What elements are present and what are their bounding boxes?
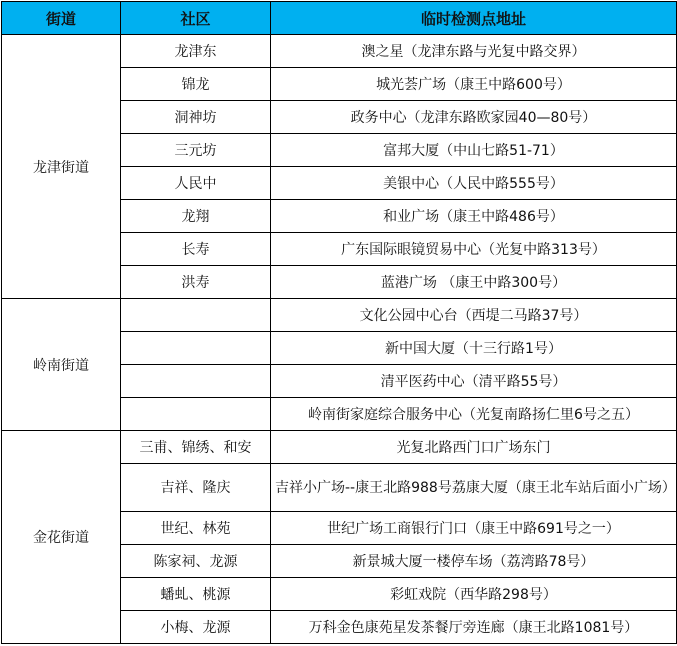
header-row [2, 2, 677, 35]
community-cell: 三元坊 [121, 134, 271, 167]
header-site: 临时检测点地址 [271, 2, 677, 35]
community-cell: 龙翔 [121, 200, 271, 233]
street-cell: 岭南街道 [2, 299, 121, 431]
street-cell: 金花街道 [2, 431, 121, 644]
site-cell: 新景城大厦一楼停车场（荔湾路78号） [271, 545, 677, 578]
community-cell [121, 365, 271, 398]
community-cell: 吉祥、隆庆 [121, 464, 271, 512]
site-cell: 新中国大厦（十三行路1号） [271, 332, 677, 365]
community-cell [121, 299, 271, 332]
community-cell: 长寿 [121, 233, 271, 266]
site-cell: 彩虹戏院（西华路298号） [271, 578, 677, 611]
header-community: 社区 [121, 2, 271, 35]
site-cell: 文化公园中心台（西堤二马路37号） [271, 299, 677, 332]
community-cell: 洞神坊 [121, 101, 271, 134]
table-row [2, 299, 677, 332]
site-cell: 世纪广场工商银行门口（康王中路691号之一） [271, 512, 677, 545]
community-cell: 洪寿 [121, 266, 271, 299]
site-cell: 澳之星（龙津东路与光复中路交界） [271, 35, 677, 68]
site-cell: 岭南街家庭综合服务中心（光复南路扬仁里6号之五） [271, 398, 677, 431]
site-cell: 光复北路西门口广场东门 [271, 431, 677, 464]
site-cell: 清平医药中心（清平路55号） [271, 365, 677, 398]
table-row [2, 431, 677, 464]
testing-sites-table [1, 1, 677, 644]
community-cell: 蟠虬、桃源 [121, 578, 271, 611]
site-cell: 蓝港广场 （康王中路300号） [271, 266, 677, 299]
site-cell: 富邦大厦（中山七路51-71） [271, 134, 677, 167]
table-row [2, 35, 677, 68]
community-cell [121, 398, 271, 431]
site-cell: 和业广场（康王中路486号） [271, 200, 677, 233]
site-cell: 吉祥小广场--康王北路988号荔康大厦（康王北车站后面小广场） [271, 464, 677, 512]
community-cell: 世纪、林苑 [121, 512, 271, 545]
site-cell: 城光荟广场（康王中路600号） [271, 68, 677, 101]
header-street: 街道 [2, 2, 121, 35]
community-cell: 小梅、龙源 [121, 611, 271, 644]
site-cell: 美银中心（人民中路555号） [271, 167, 677, 200]
site-cell: 万科金色康苑星发茶餐厅旁连廊（康王北路1081号） [271, 611, 677, 644]
site-cell: 政务中心（龙津东路欧家园40—80号） [271, 101, 677, 134]
community-cell: 锦龙 [121, 68, 271, 101]
community-cell: 三甫、锦绣、和安 [121, 431, 271, 464]
community-cell: 陈家祠、龙源 [121, 545, 271, 578]
site-cell: 广东国际眼镜贸易中心（光复中路313号） [271, 233, 677, 266]
community-cell: 龙津东 [121, 35, 271, 68]
community-cell: 人民中 [121, 167, 271, 200]
street-cell: 龙津街道 [2, 35, 121, 299]
community-cell [121, 332, 271, 365]
